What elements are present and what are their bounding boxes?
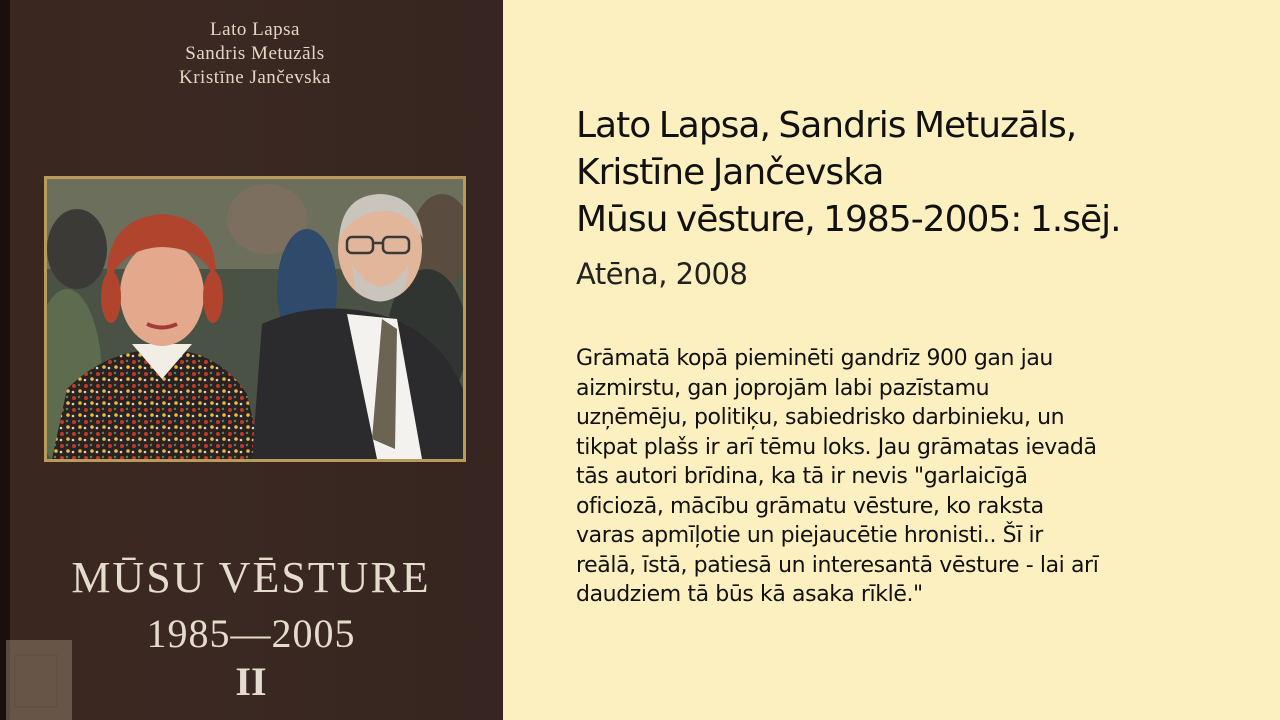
publisher-line: Atēna, 2008 <box>576 257 748 291</box>
cover-years: 1985—2005 <box>146 611 356 656</box>
description-line: tikpat plašs ir arī tēmu loks. Jau grāmatas ievadā <box>576 434 1097 460</box>
cover-volume: II <box>235 659 267 704</box>
description-line: Grāmatā kopā pieminēti gandrīz 900 gan jau <box>576 346 1053 371</box>
description-line: oficiozā, mācību grāmatu vēsture, ko raksta <box>576 493 1044 519</box>
cover-authors <box>120 18 390 90</box>
cover-title: MŪSU VĒSTURE <box>71 553 431 602</box>
book-heading <box>576 102 1256 243</box>
description-line: aizmirstu, gan joprojām labi pazīstamu <box>576 375 990 401</box>
library-sticker-frame <box>14 654 58 708</box>
heading-authors-line-1: Lato Lapsa, Sandris Metuzāls, <box>576 105 1077 146</box>
cover-author-3: Kristīne Jančevska <box>179 67 331 88</box>
cover-photo <box>44 176 466 462</box>
heading-authors-line-2: Kristīne Jančevska <box>576 152 884 193</box>
cover-author-1: Lato Lapsa <box>210 19 300 40</box>
heading-title-line: Mūsu vēsture, 1985-2005: 1.sēj. <box>576 199 1121 240</box>
book-cover <box>0 0 503 720</box>
cover-author-2: Sandris Metuzāls <box>185 43 325 64</box>
cover-photo-illustration <box>47 179 463 459</box>
book-description <box>576 344 1266 610</box>
description-line: varas apmīļotie un piejaucētie hronisti.. Šī ir <box>576 523 1043 548</box>
description-line: uzņēmēju, politiķu, sabiedrisko darbinieku, un <box>576 405 1065 430</box>
description-line: daudziem tā būs kā asaka rīklē." <box>576 582 923 607</box>
cover-spine <box>0 0 10 720</box>
description-line: reālā, īstā, patiesā un interesantā vēsture - lai arī <box>576 552 1099 578</box>
description-line: tās autori brīdina, ka tā ir nevis "garlaicīgā <box>576 464 1028 489</box>
